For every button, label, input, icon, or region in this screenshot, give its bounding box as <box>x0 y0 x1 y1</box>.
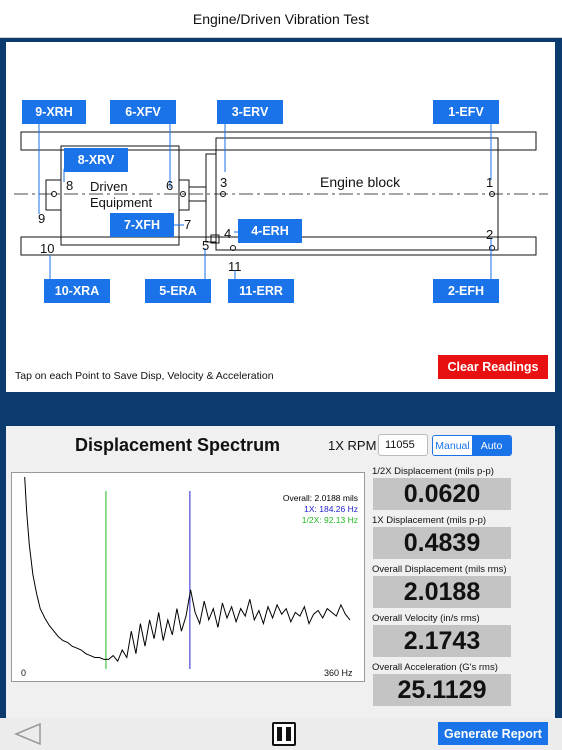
legend-half-x: 1/2X: 92.13 Hz <box>301 515 358 525</box>
rpm-label: 1X RPM <box>328 438 377 453</box>
bottom-toolbar <box>0 718 562 750</box>
point-number-9: 9 <box>38 211 46 226</box>
clear-readings-button[interactable]: Clear Readings <box>438 355 548 379</box>
mode-auto-button[interactable]: Auto <box>472 436 511 455</box>
x-tick-max: 360 Hz <box>324 668 353 678</box>
point-number-7: 7 <box>184 217 192 232</box>
legend-1x: 1X: 184.26 Hz <box>304 504 358 514</box>
mode-manual-button[interactable]: Manual <box>433 436 472 455</box>
point-button-2-efh[interactable]: 2-EFH <box>433 279 499 303</box>
point-number-1: 1 <box>486 175 494 190</box>
point-number-3: 3 <box>220 175 228 190</box>
point-button-10-xra[interactable]: 10-XRA <box>44 279 110 303</box>
rpm-input[interactable] <box>378 434 428 456</box>
diagram-hint: Tap on each Point to Save Disp, Velocity & Acceleration <box>15 370 274 382</box>
pause-icon-bar-left <box>277 727 282 741</box>
readout-label-1x-disp: 1X Displacement (mils p-p) <box>372 515 487 526</box>
legend-overall: Overall: 2.0188 mils <box>282 493 358 503</box>
point-number-8: 8 <box>66 178 74 193</box>
point-number-11: 11 <box>228 259 242 274</box>
readout-value-overall-disp: 2.0188 <box>373 576 511 608</box>
engine-block-label: Engine block <box>320 174 401 190</box>
machine-diagram <box>6 42 555 392</box>
readout-label-overall-accel: Overall Acceleration (G's rms) <box>372 662 498 673</box>
point-button-11-err[interactable]: 11-ERR <box>228 279 294 303</box>
readout-label-overall-disp: Overall Displacement (mils rms) <box>372 564 507 575</box>
title-bar <box>0 0 562 38</box>
x-tick-min: 0 <box>21 668 27 678</box>
driven-rear-boss <box>46 180 61 210</box>
point-button-1-efv[interactable]: 1-EFV <box>433 100 499 124</box>
back-triangle-icon <box>14 723 42 745</box>
readout-value-overall-velocity: 2.1743 <box>373 625 511 657</box>
point-number-10: 10 <box>40 241 55 256</box>
machine-diagram-panel <box>6 42 555 392</box>
readout-value-half-x-disp: 0.0620 <box>373 478 511 510</box>
point-button-4-erh[interactable]: 4-ERH <box>238 219 302 243</box>
pause-button[interactable] <box>272 722 296 746</box>
point-button-6-xfv[interactable]: 6-XFV <box>110 100 176 124</box>
window-title: Engine/Driven Vibration Test <box>192 10 370 27</box>
driven-label-line2: Equipment <box>90 195 153 210</box>
readout-label-overall-velocity: Overall Velocity (in/s rms) <box>372 613 480 624</box>
point-number-5: 5 <box>202 238 210 253</box>
point-button-3-erv[interactable]: 3-ERV <box>217 100 283 124</box>
point-number-6: 6 <box>166 178 174 193</box>
back-button[interactable] <box>14 723 42 750</box>
chart-legend <box>283 493 358 526</box>
mode-segmented-control <box>432 435 512 456</box>
point-button-8-xrv[interactable]: 8-XRV <box>64 148 128 172</box>
point-number-4: 4 <box>224 226 232 241</box>
readout-label-half-x-disp: 1/2X Displacement (mils p-p) <box>372 466 494 477</box>
point-button-7-xfh[interactable]: 7-XFH <box>110 213 174 237</box>
engine-flange <box>206 154 216 242</box>
point-button-9-xrh[interactable]: 9-XRH <box>22 100 86 124</box>
readout-value-1x-disp: 0.4839 <box>373 527 511 559</box>
spectrum-chart <box>11 472 365 682</box>
point-number-2: 2 <box>486 227 494 242</box>
spectrum-panel <box>6 426 555 718</box>
point-button-5-era[interactable]: 5-ERA <box>145 279 211 303</box>
pause-icon-bar-right <box>286 727 291 741</box>
driven-label-line1: Driven <box>90 179 128 194</box>
generate-report-button[interactable]: Generate Report <box>438 722 548 745</box>
readout-value-overall-accel: 25.1129 <box>373 674 511 706</box>
spectrum-title: Displacement Spectrum <box>75 435 281 455</box>
